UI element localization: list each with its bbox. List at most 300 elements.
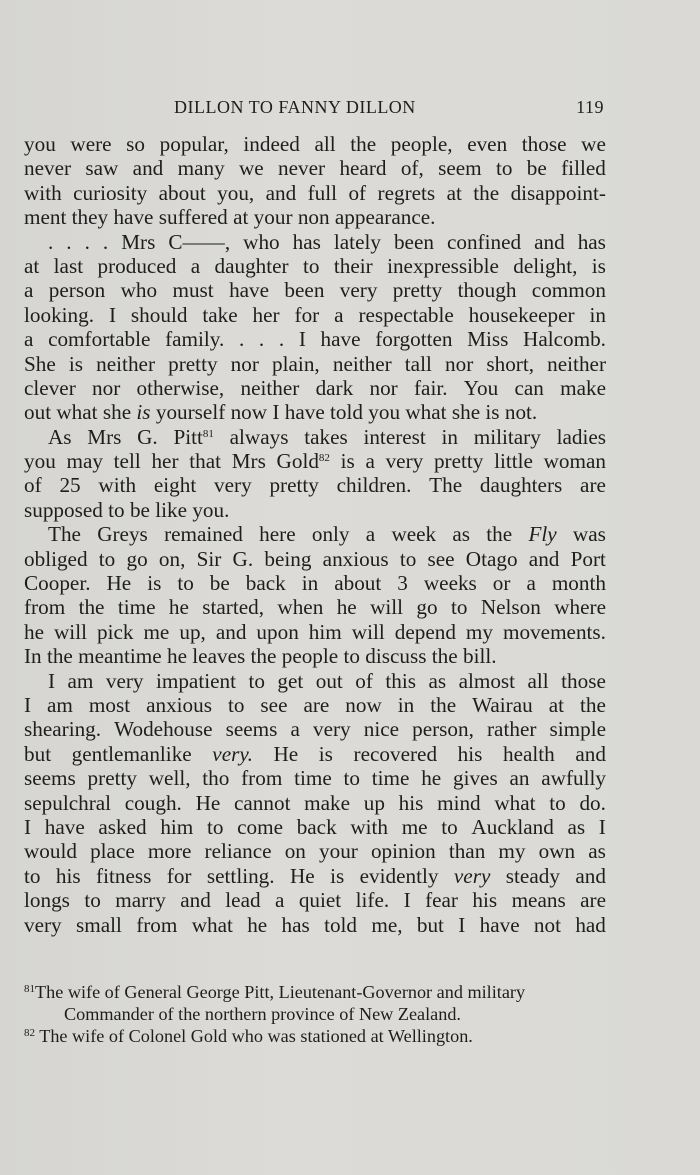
word <box>126 132 145 156</box>
word <box>511 181 606 205</box>
text-run: on <box>284 839 306 864</box>
text-run: As <box>48 424 72 449</box>
word <box>154 473 196 497</box>
word <box>364 791 385 815</box>
text-run: and <box>528 546 560 571</box>
text-run: and <box>575 741 606 766</box>
text-run: family. <box>165 327 225 352</box>
body-text <box>24 132 606 937</box>
text-run: can <box>514 375 544 400</box>
text-run: those <box>521 132 567 156</box>
text-run: all <box>527 668 549 693</box>
word <box>202 766 229 790</box>
text-run: suffered <box>158 205 228 230</box>
text-run: to <box>343 644 360 669</box>
word <box>24 132 56 156</box>
text-run: yourself <box>155 400 226 425</box>
text-run: and <box>215 619 247 644</box>
word <box>45 815 85 839</box>
text-run: reliance <box>204 839 272 864</box>
text-run: told <box>324 912 358 937</box>
text-run: to <box>227 692 245 717</box>
word <box>473 181 499 205</box>
word <box>429 473 462 497</box>
text-run: fear <box>425 888 458 913</box>
word <box>192 913 233 937</box>
text-run: popular, <box>159 132 229 156</box>
text-run: the <box>46 644 73 669</box>
text-run: this <box>385 668 416 693</box>
word <box>405 400 446 424</box>
text-run: in <box>589 302 606 327</box>
word <box>405 352 432 376</box>
text-run: be <box>129 497 150 522</box>
text-run: have <box>113 205 154 230</box>
word <box>466 620 493 644</box>
word <box>237 815 283 839</box>
text-run: she <box>451 400 481 425</box>
text-run: now <box>345 692 382 717</box>
text-run: mind <box>437 790 481 815</box>
text-run: being <box>264 546 312 571</box>
text-run: comfortable <box>48 327 151 352</box>
text-line <box>24 303 606 327</box>
text-run: they <box>71 205 109 230</box>
text-run: to <box>84 888 101 913</box>
text-run: I <box>403 888 411 913</box>
word <box>335 205 436 229</box>
text-run: inexpressible <box>387 253 499 278</box>
word <box>294 766 332 790</box>
word <box>24 766 76 790</box>
word <box>480 913 520 937</box>
text-run: In <box>24 644 42 669</box>
word <box>371 839 436 863</box>
text-run: time <box>294 766 332 791</box>
text-run: Sir <box>196 546 222 571</box>
word <box>24 547 88 571</box>
word <box>24 205 66 229</box>
word <box>256 620 298 644</box>
text-run: is <box>340 449 355 474</box>
text-run: month <box>551 571 606 596</box>
text-run: impatient <box>155 668 236 693</box>
word <box>340 278 378 302</box>
text-run: of, <box>400 156 424 181</box>
text-run: in <box>441 424 459 449</box>
word <box>165 327 224 351</box>
text-run: lately <box>333 229 381 254</box>
word <box>266 181 297 205</box>
word <box>113 205 153 229</box>
text-line <box>24 864 606 888</box>
word <box>148 839 192 863</box>
word <box>98 473 136 497</box>
word <box>474 425 541 449</box>
word <box>24 595 65 619</box>
word <box>308 181 337 205</box>
text-run: come <box>237 814 284 839</box>
word <box>334 303 343 327</box>
text-run: to <box>98 546 116 571</box>
text-run: a <box>275 888 285 913</box>
text-line <box>24 742 606 766</box>
text-run: cough. <box>124 790 182 815</box>
text-run: recovered <box>353 741 438 766</box>
text-run: G. <box>137 424 158 449</box>
word <box>486 352 534 376</box>
text-run: means <box>511 888 566 913</box>
word <box>512 888 566 912</box>
word <box>125 791 182 815</box>
text-run: who <box>120 278 158 303</box>
text-run: produced <box>97 253 177 278</box>
word <box>66 230 71 254</box>
word <box>387 254 499 278</box>
word <box>348 181 366 205</box>
text-run: last <box>53 253 84 278</box>
word <box>54 254 83 278</box>
word <box>78 644 162 668</box>
word <box>196 791 221 815</box>
text-run: to <box>303 253 320 278</box>
text-run: person, <box>412 717 474 742</box>
word <box>24 839 77 863</box>
word <box>24 498 103 522</box>
text-run: . <box>48 229 54 254</box>
word <box>197 547 222 571</box>
word <box>541 766 606 790</box>
word <box>85 156 118 180</box>
text-run: have <box>229 278 270 303</box>
text-run: the <box>78 595 105 620</box>
text-run: she <box>102 400 132 425</box>
text-run: small <box>75 912 122 937</box>
text-run: I <box>108 302 117 327</box>
word <box>428 547 455 571</box>
text-run: depend <box>394 619 456 644</box>
text-run: awfully <box>541 766 606 791</box>
text-run: to <box>495 156 513 181</box>
word <box>160 815 193 839</box>
text-run: place <box>90 839 135 864</box>
text-run: short, <box>486 351 535 376</box>
text-run: to <box>450 595 468 620</box>
word <box>207 815 223 839</box>
text-run: cannot <box>233 790 291 815</box>
word <box>395 620 456 644</box>
word <box>97 620 133 644</box>
text-run: his <box>55 863 81 888</box>
footnote-81 <box>24 981 606 1025</box>
word <box>434 449 483 473</box>
text-line <box>24 156 606 180</box>
text-run: to <box>343 766 360 791</box>
word <box>341 449 355 473</box>
text-run: we <box>239 156 264 181</box>
word <box>96 352 155 376</box>
text-run: ladies <box>556 424 606 449</box>
word <box>164 522 243 546</box>
footnote-text: Commander of the northern province of New Zealand. <box>64 1004 461 1024</box>
word <box>447 181 462 205</box>
word <box>177 571 193 595</box>
word <box>529 547 560 571</box>
text-run: nor <box>445 351 474 376</box>
word <box>216 620 247 644</box>
text-run: . <box>66 229 72 254</box>
word <box>151 449 178 473</box>
word <box>24 620 44 644</box>
word <box>463 644 497 668</box>
text-run: bill. <box>462 644 497 669</box>
word <box>66 449 102 473</box>
word <box>364 717 399 741</box>
text-run: a <box>365 449 375 474</box>
text-run: pretty <box>87 766 137 791</box>
word <box>231 352 259 376</box>
text-line <box>24 425 606 449</box>
word <box>121 230 155 254</box>
word <box>24 913 62 937</box>
word <box>337 595 357 619</box>
text-run: many <box>177 156 225 181</box>
text-run: that <box>189 449 221 474</box>
text-run: He <box>273 741 299 766</box>
word <box>466 547 518 571</box>
text-run: to <box>441 814 458 839</box>
text-run: life. <box>355 888 390 913</box>
word <box>506 864 560 888</box>
text-run: will <box>370 595 404 620</box>
word <box>228 693 244 717</box>
text-run: only <box>311 522 350 547</box>
text-run: Pitt <box>173 424 203 449</box>
word <box>259 522 295 546</box>
word <box>247 913 267 937</box>
word <box>168 230 230 254</box>
word <box>464 376 498 400</box>
text-run: at <box>233 205 249 230</box>
text-run: the <box>350 132 377 156</box>
text-run: military <box>473 424 541 449</box>
word <box>202 303 237 327</box>
text-run: Wairau <box>472 692 533 717</box>
word <box>453 766 498 790</box>
footnote-line <box>24 981 606 1003</box>
text-run: about <box>334 571 382 596</box>
text-run: and <box>575 863 606 888</box>
word <box>378 181 436 205</box>
text-run: the <box>473 180 500 205</box>
text-run: daughter <box>214 253 289 278</box>
word <box>588 839 606 863</box>
text-run: I <box>48 668 56 693</box>
text-run: sepulchral <box>24 790 112 815</box>
text-line <box>24 132 606 156</box>
word <box>56 400 97 424</box>
text-run: you <box>368 400 401 425</box>
word <box>285 400 325 424</box>
text-line <box>24 595 606 619</box>
text-run: a <box>365 522 376 547</box>
word <box>24 473 42 497</box>
word <box>425 888 458 912</box>
word <box>449 839 485 863</box>
text-run: neither <box>240 375 300 400</box>
text-run: neither <box>547 351 606 376</box>
text-run: nor <box>369 375 398 400</box>
text-run: children. <box>336 473 412 498</box>
word <box>575 742 606 766</box>
word <box>24 693 31 717</box>
word <box>156 669 236 693</box>
word <box>24 717 101 741</box>
word <box>159 205 228 229</box>
word <box>534 230 565 254</box>
word <box>279 327 284 351</box>
text-run: you <box>24 132 56 156</box>
word <box>84 888 100 912</box>
text-run: and <box>265 180 297 205</box>
word <box>47 693 73 717</box>
word <box>467 132 507 156</box>
word <box>442 425 458 449</box>
text-run: of <box>348 180 367 205</box>
word <box>580 888 606 912</box>
text-run: is <box>147 571 162 596</box>
word <box>447 230 521 254</box>
word <box>398 693 414 717</box>
text-run: Port <box>570 546 606 571</box>
word <box>549 693 564 717</box>
text-run: get <box>277 668 304 693</box>
word <box>24 571 91 595</box>
word <box>358 303 453 327</box>
text-line <box>24 498 606 522</box>
text-run: Auckland <box>471 814 554 839</box>
word <box>248 669 264 693</box>
text-run: he <box>247 912 268 937</box>
text-run: pretty <box>392 278 443 303</box>
text-run: those <box>561 668 606 693</box>
word <box>458 742 483 766</box>
text-run: Otago <box>465 546 518 571</box>
word <box>532 278 606 302</box>
text-run: very <box>312 717 351 742</box>
text-run: as <box>588 839 606 864</box>
text-run: had <box>575 912 606 937</box>
word <box>330 864 344 888</box>
word <box>334 230 381 254</box>
text-line <box>24 205 606 229</box>
word <box>299 888 341 912</box>
text-run: very <box>24 912 62 937</box>
word <box>87 425 121 449</box>
word <box>549 791 565 815</box>
text-run: longs <box>24 888 70 913</box>
text-run: never <box>278 156 326 181</box>
text-run: I <box>24 692 32 717</box>
text-run: him <box>308 619 342 644</box>
word <box>323 547 389 571</box>
word <box>303 693 329 717</box>
text-run: for <box>166 863 192 888</box>
word <box>312 522 350 546</box>
text-run: an <box>509 766 530 791</box>
word <box>368 400 400 424</box>
word <box>401 156 424 180</box>
word <box>360 864 439 888</box>
word <box>302 571 318 595</box>
word <box>172 278 213 302</box>
text-run: very <box>214 473 252 498</box>
text-run: do. <box>579 790 606 815</box>
text-line <box>24 327 606 351</box>
text-run: their <box>333 253 373 278</box>
word <box>114 717 212 741</box>
word <box>24 278 33 302</box>
text-run: clever <box>24 375 76 400</box>
text-line <box>24 547 606 571</box>
text-run: 3 <box>397 571 408 596</box>
text-run: pretty <box>269 473 319 498</box>
text-run: . <box>258 327 265 352</box>
text-line <box>24 669 606 693</box>
text-run: and <box>132 156 164 181</box>
word <box>207 864 275 888</box>
text-run: have <box>284 400 325 425</box>
word <box>277 449 330 473</box>
text-run: was <box>572 522 606 547</box>
text-run: where <box>554 595 606 620</box>
text-run: I <box>598 814 606 839</box>
text-run: full <box>307 180 338 205</box>
text-run: I <box>458 912 466 937</box>
word <box>70 132 111 156</box>
text-run: will <box>54 619 87 644</box>
word <box>254 205 293 229</box>
text-line <box>24 473 606 497</box>
text-run: have <box>44 814 85 839</box>
word <box>514 376 543 400</box>
text-line <box>24 766 606 790</box>
word <box>97 254 176 278</box>
text-run: steady <box>505 863 560 888</box>
text-run: in <box>397 692 415 717</box>
word <box>277 669 303 693</box>
word <box>402 815 428 839</box>
text-run: must <box>172 278 214 303</box>
word <box>47 644 73 668</box>
word <box>234 791 290 815</box>
word <box>430 693 456 717</box>
text-run: takes <box>304 424 348 449</box>
text-run: are <box>303 692 330 717</box>
text-run: of <box>24 473 42 498</box>
text-run: pick <box>96 619 134 644</box>
text-run: you, <box>217 180 255 205</box>
text-run: people, <box>390 132 453 156</box>
word <box>233 547 254 571</box>
text-run: is <box>68 351 84 376</box>
word <box>573 522 606 546</box>
text-run: to <box>248 668 265 693</box>
word <box>467 327 508 351</box>
text-run: lead <box>225 888 261 913</box>
word <box>385 669 416 693</box>
italic-text: is <box>136 400 151 425</box>
